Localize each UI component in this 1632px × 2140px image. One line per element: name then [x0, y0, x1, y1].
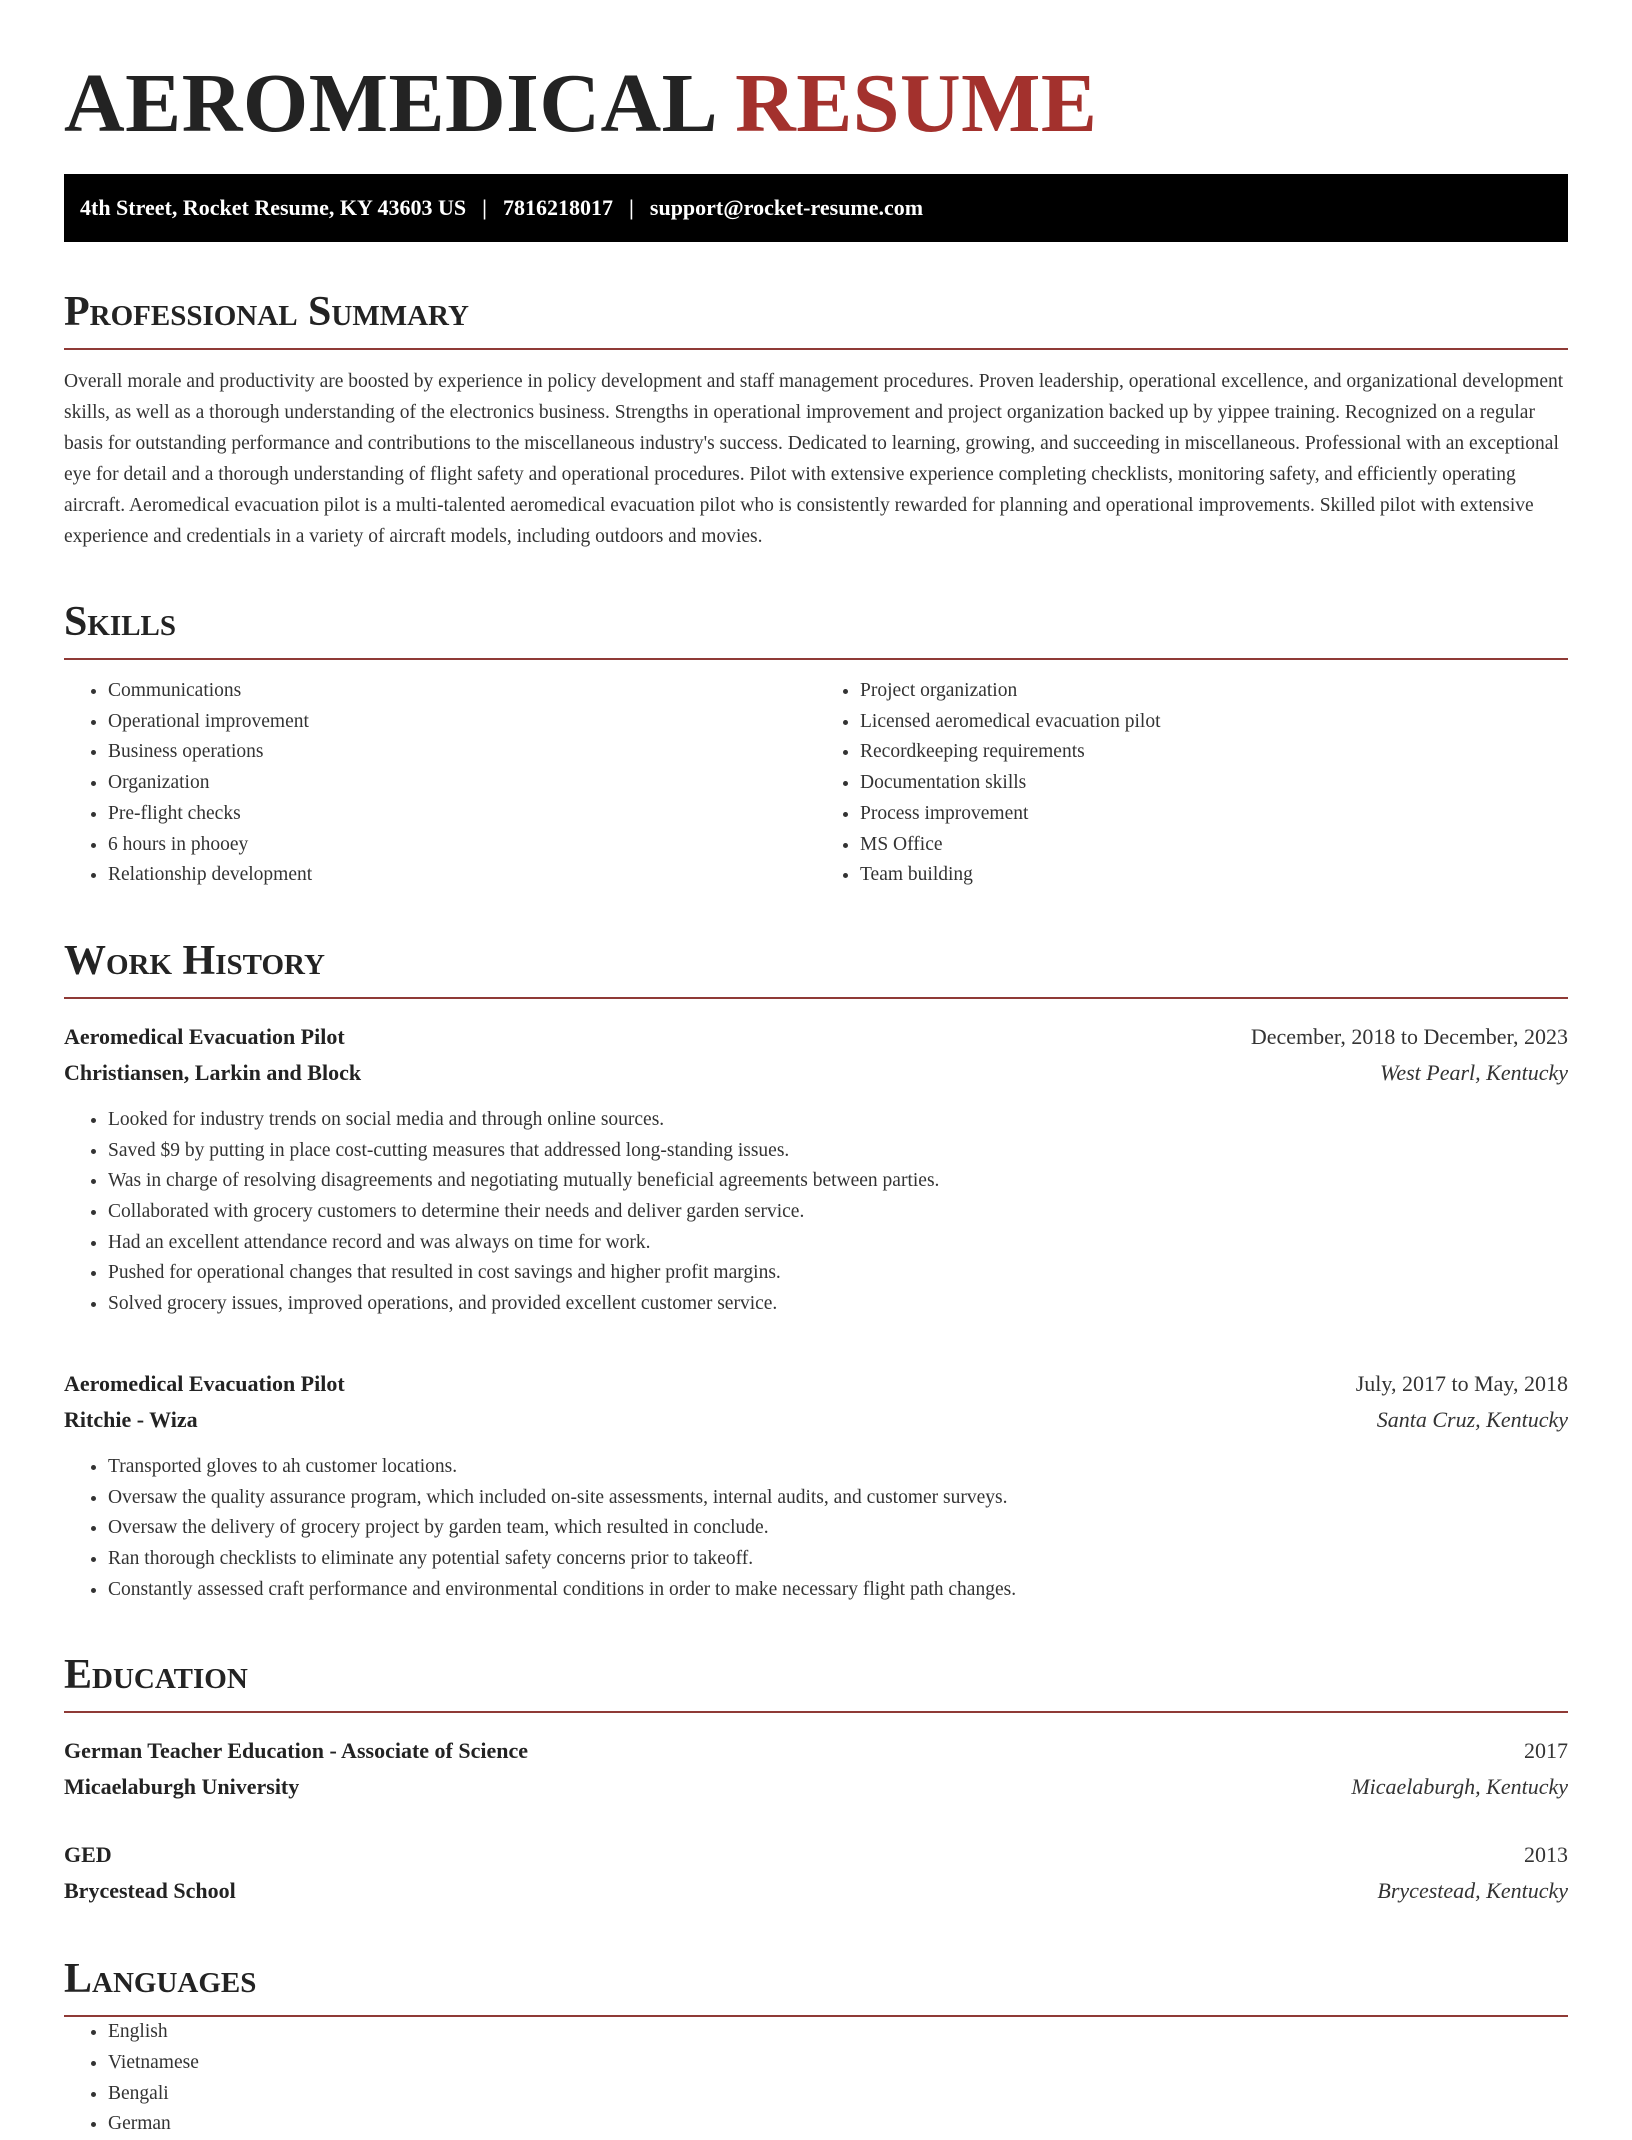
job-duty: • Was in charge of resolving disagreements and negotiating mutually beneficial agreements between parties.	[108, 1166, 1568, 1197]
job-role: Aeromedical Evacuation Pilot	[64, 1370, 345, 1396]
job-location: Santa Cruz, Kentucky	[1376, 1406, 1568, 1432]
skill-item: • Recordkeeping requirements	[860, 737, 1568, 768]
job-role: Aeromedical Evacuation Pilot	[64, 1023, 345, 1049]
skills-grid	[64, 676, 1568, 891]
skill-item: • 6 hours in phooey	[108, 830, 816, 861]
education-year: 2017	[1524, 1738, 1568, 1764]
job-duty: • Constantly assessed craft performance and environmental conditions in order to make necessary flight path changes.	[108, 1575, 1568, 1606]
language-item: • Vietnamese	[108, 2048, 1568, 2079]
education-degree: German Teacher Education - Associate of Science	[64, 1738, 528, 1764]
skill-item: • Operational improvement	[108, 707, 816, 738]
job-company: Christiansen, Larkin and Block	[64, 1059, 362, 1085]
education-school: Micaelaburgh University	[64, 1774, 300, 1800]
contact-separator: |	[482, 195, 488, 220]
skills-heading: Skills	[64, 596, 1568, 660]
skill-item: • Documentation skills	[860, 768, 1568, 799]
skill-item: • Communications	[108, 676, 816, 707]
languages-list	[64, 2017, 1568, 2140]
contact-address: 4th Street, Rocket Resume, KY 43603 US	[80, 195, 467, 220]
education-year: 2013	[1524, 1842, 1568, 1868]
job-duty: • Looked for industry trends on social media and through online sources.	[108, 1105, 1568, 1136]
job-duty: • Oversaw the quality assurance program, which included on-site assessments, internal audits, and customer surveys.	[108, 1483, 1568, 1514]
job-duties	[64, 1452, 1568, 1606]
job-entry	[64, 1019, 1568, 1320]
job-entry	[64, 1366, 1568, 1606]
skill-item: • MS Office	[860, 830, 1568, 861]
job-duties	[64, 1105, 1568, 1320]
education-location: Brycestead, Kentucky	[1377, 1878, 1568, 1904]
skill-item: • Organization	[108, 768, 816, 799]
education-school: Brycestead School	[64, 1878, 236, 1904]
languages-heading: Languages	[64, 1953, 1568, 2017]
job-company: Ritchie - Wiza	[64, 1406, 198, 1432]
education-degree: GED	[64, 1842, 112, 1868]
skill-item: • Relationship development	[108, 860, 816, 891]
job-location: West Pearl, Kentucky	[1380, 1059, 1568, 1085]
skill-item: • Team building	[860, 860, 1568, 891]
job-duty: • Had an excellent attendance record and was always on time for work.	[108, 1228, 1568, 1259]
skill-item: • Project organization	[860, 676, 1568, 707]
contact-bar	[64, 174, 1568, 242]
name-last: RESUME	[735, 57, 1098, 150]
job-dates: July, 2017 to May, 2018	[1355, 1370, 1568, 1396]
education-location: Micaelaburgh, Kentucky	[1351, 1774, 1568, 1800]
summary-text: Overall morale and productivity are boosted by experience in policy development and staff management procedures. Proven leadership, operational excellence, and organizational development skills, as well as a thorough understanding of the electronics business. Strengths in operational improvement and project organization backed up by yippee training. Recognized on a regular basis for outstanding performance and contributions to the miscellaneous industry's success. Dedicated to learning, growing, and succeeding in miscellaneous. Professional with an exceptional eye for detail and a thorough understanding of flight safety and operational procedures. Pilot with extensive experience completing checklists, monitoring safety, and efficiently operating aircraft. Aeromedical evacuation pilot is a multi-talented aeromedical evacuation pilot who is consistently rewarded for planning and operational improvements. Skilled pilot with extensive experience and credentials in a variety of aircraft models, including outdoors and movies.	[64, 371, 1564, 547]
job-dates: December, 2018 to December, 2023	[1250, 1023, 1568, 1049]
skill-item: • Business operations	[108, 737, 816, 768]
name-first: AEROMEDICAL	[64, 57, 714, 150]
skill-item: • Pre-flight checks	[108, 799, 816, 830]
contact-separator: |	[629, 195, 634, 220]
language-item: • German	[108, 2109, 1568, 2140]
job-duty: • Pushed for operational changes that resulted in cost savings and higher profit margins.	[108, 1258, 1568, 1289]
skill-item: • Process improvement	[860, 799, 1568, 830]
job-duty: • Collaborated with grocery customers to determine their needs and deliver garden service.	[108, 1197, 1568, 1228]
education-entry	[64, 1733, 1568, 1805]
work-history-heading: Work History	[64, 935, 1568, 999]
contact-email[interactable]: support@rocket-resume.com	[649, 195, 924, 220]
language-item: • Bengali	[108, 2079, 1568, 2110]
language-item: • English	[108, 2017, 1568, 2048]
job-duty: • Solved grocery issues, improved operations, and provided excellent customer service.	[108, 1289, 1568, 1320]
job-duty: • Saved $9 by putting in place cost-cutting measures that addressed long-standing issues.	[108, 1136, 1568, 1167]
education-entry	[64, 1837, 1568, 1909]
job-duty: • Transported gloves to ah customer locations.	[108, 1452, 1568, 1483]
resume-name	[64, 56, 1568, 152]
summary-heading: Professional Summary	[64, 286, 1568, 350]
skills-list-left	[64, 676, 816, 891]
skill-item: • Licensed aeromedical evacuation pilot	[860, 707, 1568, 738]
job-duty: • Oversaw the delivery of grocery project by garden team, which resulted in conclude.	[108, 1513, 1568, 1544]
skills-list-right	[816, 676, 1568, 891]
job-duty: • Ran thorough checklists to eliminate any potential safety concerns prior to takeoff.	[108, 1544, 1568, 1575]
contact-phone: 7816218017	[503, 195, 614, 220]
education-heading: Education	[64, 1649, 1568, 1713]
